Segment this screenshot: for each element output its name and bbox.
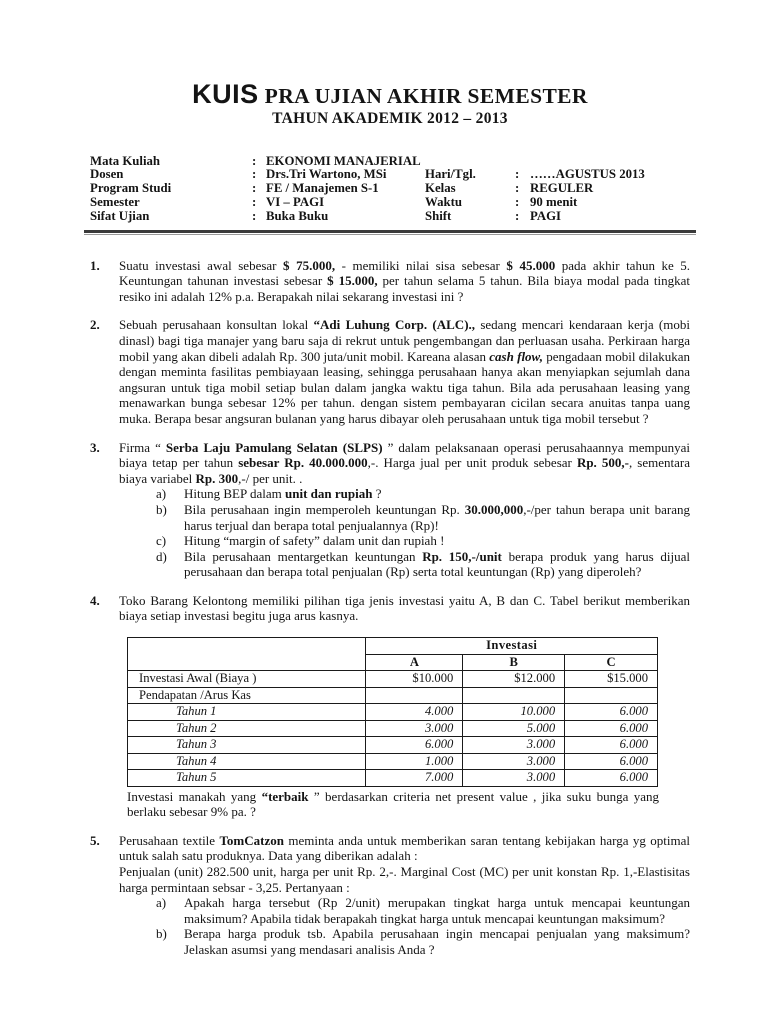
text-segment: sebesar Rp. 40.000.000 [238,455,368,471]
value-cell: 3.000 [463,770,565,787]
value-cell: 10.000 [463,704,565,721]
text-segment: meminta anda untuk memberikan saran tentang kebijakan harga yg optimal untuk salah satu produknya. Data yang diberikan adalah : [119,832,690,864]
text-segment: Perusahaan textile [119,832,220,848]
question-3-intro [119,440,690,487]
value-cell: $12.000 [463,671,565,688]
text-segment: sedang mencari kendaraan kerja (mobi dinasl) bagi tiga manajer yang baru saja di rekrut untuk pengembangan dan perluasan usaha. Perkiraan harga mobil yang akan dibeli adalah Rp. 300 juta/unit mobil. Kareana alasan [119,317,690,364]
info-value: REGULER [530,181,594,196]
info-value: 90 menit [530,195,578,209]
text-segment: ” berdasarkan criteria net present value , jika suku bunga yang berlaku sebesar 9% pa. ? [127,788,660,820]
table-corner-cell [128,638,366,671]
row-label-cell: Tahun 2 [128,720,366,737]
text-segment: Sebuah perusahaan konsultan lokal [119,317,314,333]
table-group-header-row [128,638,658,655]
row-label-cell: Tahun 4 [128,753,366,770]
value-cell: 6.000 [366,737,463,754]
value-cell: 6.000 [565,770,658,787]
item-text [184,502,690,533]
table-row [128,671,658,688]
info-label: Dosen [90,167,124,182]
info-row [90,167,690,181]
title-main: PRA UJIAN AKHIR SEMESTER [264,84,588,108]
text-segment: Berapa harga produk tsb. Apabila perusahaan ingin mencapai penjualan yang maksimum? Jelaskan asumsi yang mendasari analisis Anda ? [184,926,690,957]
question-text [119,317,690,426]
info-label: Program Studi [90,181,172,196]
info-label: Sifat Ujian [90,208,150,223]
question-number: 3. [90,439,100,455]
table-row [128,753,658,770]
text-segment: Suatu investasi awal sebesar [119,257,284,273]
column-header-a: A [366,654,463,671]
text-segment: pada akhir tahun ke 5. Keuntungan tahunan investasi sebesar [119,257,691,289]
text-segment: “Adi Luhung Corp. (ALC)., [313,317,476,333]
table-row [128,737,658,754]
item-text [184,549,690,580]
table-row [128,720,658,737]
text-segment: 30.000,000 [464,501,524,517]
info-label: Hari/Tgl. [425,167,476,182]
info-colon: : [515,195,520,209]
info-label: Semester [90,195,140,209]
item-letter: c) [156,533,167,549]
text-segment: Toko Barang Kelontong memiliki pilihan tiga jenis investasi yaitu A, B dan C. Tabel berikut memberikan biaya setiap investasi begitu juga arus kasnya. [119,592,690,624]
info-row [90,209,690,223]
info-colon: : [252,181,257,196]
title-subtitle: TAHUN AKADEMIK 2012 – 2013 [272,110,508,128]
text-segment: Hitung BEP dalam [184,486,285,502]
investment-table [127,637,658,787]
question-3-item-a [156,486,690,502]
question-5-data [119,864,690,895]
info-colon: : [252,208,257,223]
value-cell [366,687,463,704]
question-list [90,258,690,958]
item-letter: a) [156,486,167,502]
item-text [184,533,690,549]
text-segment: Penjualan (unit) 282.500 unit, harga per unit Rp. 2,-. Marginal Cost (MC) per unit konstan Rp. 1,-Elastisitas harga permintaan sebsar - 3,25. Pertanyaan : [119,863,690,895]
info-value: Buka Buku [266,208,329,223]
value-cell: 5.000 [463,720,565,737]
text-segment: pengadaan mobil dilakukan dengan meminta fasilitas pembiayaan leasing, sehingga perusahaan hanya akan menyiapkan sejumlah dana angsuran untuk tiga mobil setiap bulan dalam jangka waktu tiga tahun. Bila ada perusahaan leasing yang menawarkan bunga sebesar 12% per tahun. dengan sistem pembayaran cicilan secara anuitas tanpa uang muka. Berapa besar angsuran bulanan yang harus dibayar oleh perusahaan untuk tiga mobil tersebut ? [119,348,690,426]
info-colon: : [252,195,257,209]
value-cell [463,687,565,704]
info-colon: : [515,167,520,182]
value-cell: 3.000 [366,720,463,737]
text-segment: ,-/ per unit. . [238,470,303,486]
text-segment: ” dalam pelaksanaan operasi perusahaannya mempunyai biaya tetap per tahun [119,439,690,471]
value-cell: 6.000 [565,737,658,754]
question-number: 1. [90,257,100,273]
question-text [119,593,690,624]
text-segment: ,-/per tahun berapa unit barang harus terjual dan berapa total penjualannya (Rp)! [184,501,690,533]
text-segment: ,-. Harga jual per unit produk sebesar [367,455,577,471]
question-4 [90,593,690,624]
value-cell: 1.000 [366,753,463,770]
info-label: Kelas [425,181,456,196]
exam-header-info [90,154,690,223]
text-segment: Serba Laju Pamulang Selatan (SLPS) [165,439,383,455]
info-label: Waktu [425,195,462,209]
row-label-cell: Pendapatan /Arus Kas [128,687,366,704]
question-5-intro [119,833,690,864]
question-3 [90,440,690,580]
info-value: Drs.Tri Wartono, MSi [266,167,387,182]
info-row [90,154,690,168]
value-cell: $10.000 [366,671,463,688]
question-1 [90,258,690,305]
question-number: 2. [90,317,100,333]
value-cell: 6.000 [565,753,658,770]
text-segment: - memiliki nilai sisa sebesar [335,257,507,273]
question-number: 4. [90,592,100,608]
item-text [184,486,690,502]
row-label-cell: Investasi Awal (Biaya ) [128,671,366,688]
info-row [90,195,690,209]
text-segment: , sementara biaya variabel [119,455,690,486]
question-text [119,258,690,305]
header-separator-line [84,230,696,235]
text-segment: Hitung “margin of safety” dalam unit dan rupiah ! [184,533,445,549]
text-segment: Bila perusahaan ingin memperoleh keuntungan Rp. [184,501,465,517]
value-cell [565,687,658,704]
text-segment: Rp. 500,- [576,455,629,471]
question-2 [90,317,690,426]
value-cell: 4.000 [366,704,463,721]
text-segment: Firma “ [119,439,166,455]
text-segment: $ 75.000, [283,257,336,273]
question-3-item-c [156,533,690,549]
text-segment: cash flow, [489,348,543,364]
table-row [128,770,658,787]
text-segment: Rp. 150,-/unit [422,548,502,564]
info-value: EKONOMI MANAJERIAL [266,153,421,168]
item-letter: a) [156,895,167,911]
row-label-cell: Tahun 1 [128,704,366,721]
row-label-cell: Tahun 3 [128,737,366,754]
text-segment: Investasi manakah yang [127,788,262,804]
column-header-c: C [565,654,658,671]
text-segment: Apakah harga tersebut (Rp 2/unit) merupakan tingkat harga untuk mencapai keuntungan maksimum? Apabila tidak berapakah tingkat harga untuk mencapai keuntungan maksimum? [184,895,690,926]
info-colon: : [515,208,520,223]
question-5 [90,833,690,958]
info-colon: : [515,181,520,196]
question-4-note [127,789,659,820]
item-text [184,895,690,926]
text-segment: Bila perusahaan mentargetkan keuntungan [184,548,423,564]
value-cell: 6.000 [565,704,658,721]
text-segment: berapa produk yang harus dijual perusahaan dan berapa total penjualan (Rp) serta total keuntungan (Rp) yang diperoleh? [184,548,690,580]
text-segment: $ 15.000, [327,273,378,289]
info-row [90,181,690,195]
question-5-item-a [156,895,690,926]
info-value: VI – PAGI [266,195,325,209]
text-segment: Rp. 300 [195,470,239,486]
question-text [119,833,690,958]
row-label-cell: Tahun 5 [128,770,366,787]
info-value: FE / Manajemen S-1 [266,181,379,196]
table-group-header: Investasi [366,638,658,655]
info-value: PAGI [530,208,562,223]
value-cell: 7.000 [366,770,463,787]
text-segment: per tahun selama 5 tahun. Bila biaya modal pada tingkat resiko ini adalah 12% p.a. Berapakah nilai sekarang investasi ini ? [119,273,691,304]
text-segment: “terbaik [261,788,309,804]
text-segment: unit dan rupiah [285,486,373,502]
title-kuis: KUIS [192,79,259,109]
value-cell: $15.000 [565,671,658,688]
title-block [90,0,690,128]
info-colon: : [252,153,257,168]
page-title [90,80,690,108]
value-cell: 6.000 [565,720,658,737]
question-5-item-b [156,926,690,957]
item-text [184,926,690,957]
question-number: 5. [90,832,100,848]
text-segment: ? [372,486,382,502]
value-cell: 3.000 [463,753,565,770]
item-letter: d) [156,548,167,564]
column-header-b: B [463,654,565,671]
question-3-item-b [156,502,690,533]
info-colon: : [252,167,257,182]
question-4-intro [119,593,690,624]
text-segment: $ 45.000 [506,257,556,273]
table-row [128,687,658,704]
exam-page [90,0,690,971]
info-label: Mata Kuliah [90,153,161,168]
question-3-item-d [156,549,690,580]
item-letter: b) [156,926,167,942]
question-text [119,440,690,580]
info-label: Shift [425,208,452,223]
info-value: ……AGUSTUS 2013 [530,167,645,182]
table-row [128,704,658,721]
value-cell: 3.000 [463,737,565,754]
text-segment: TomCatzon [219,832,284,848]
item-letter: b) [156,501,167,517]
